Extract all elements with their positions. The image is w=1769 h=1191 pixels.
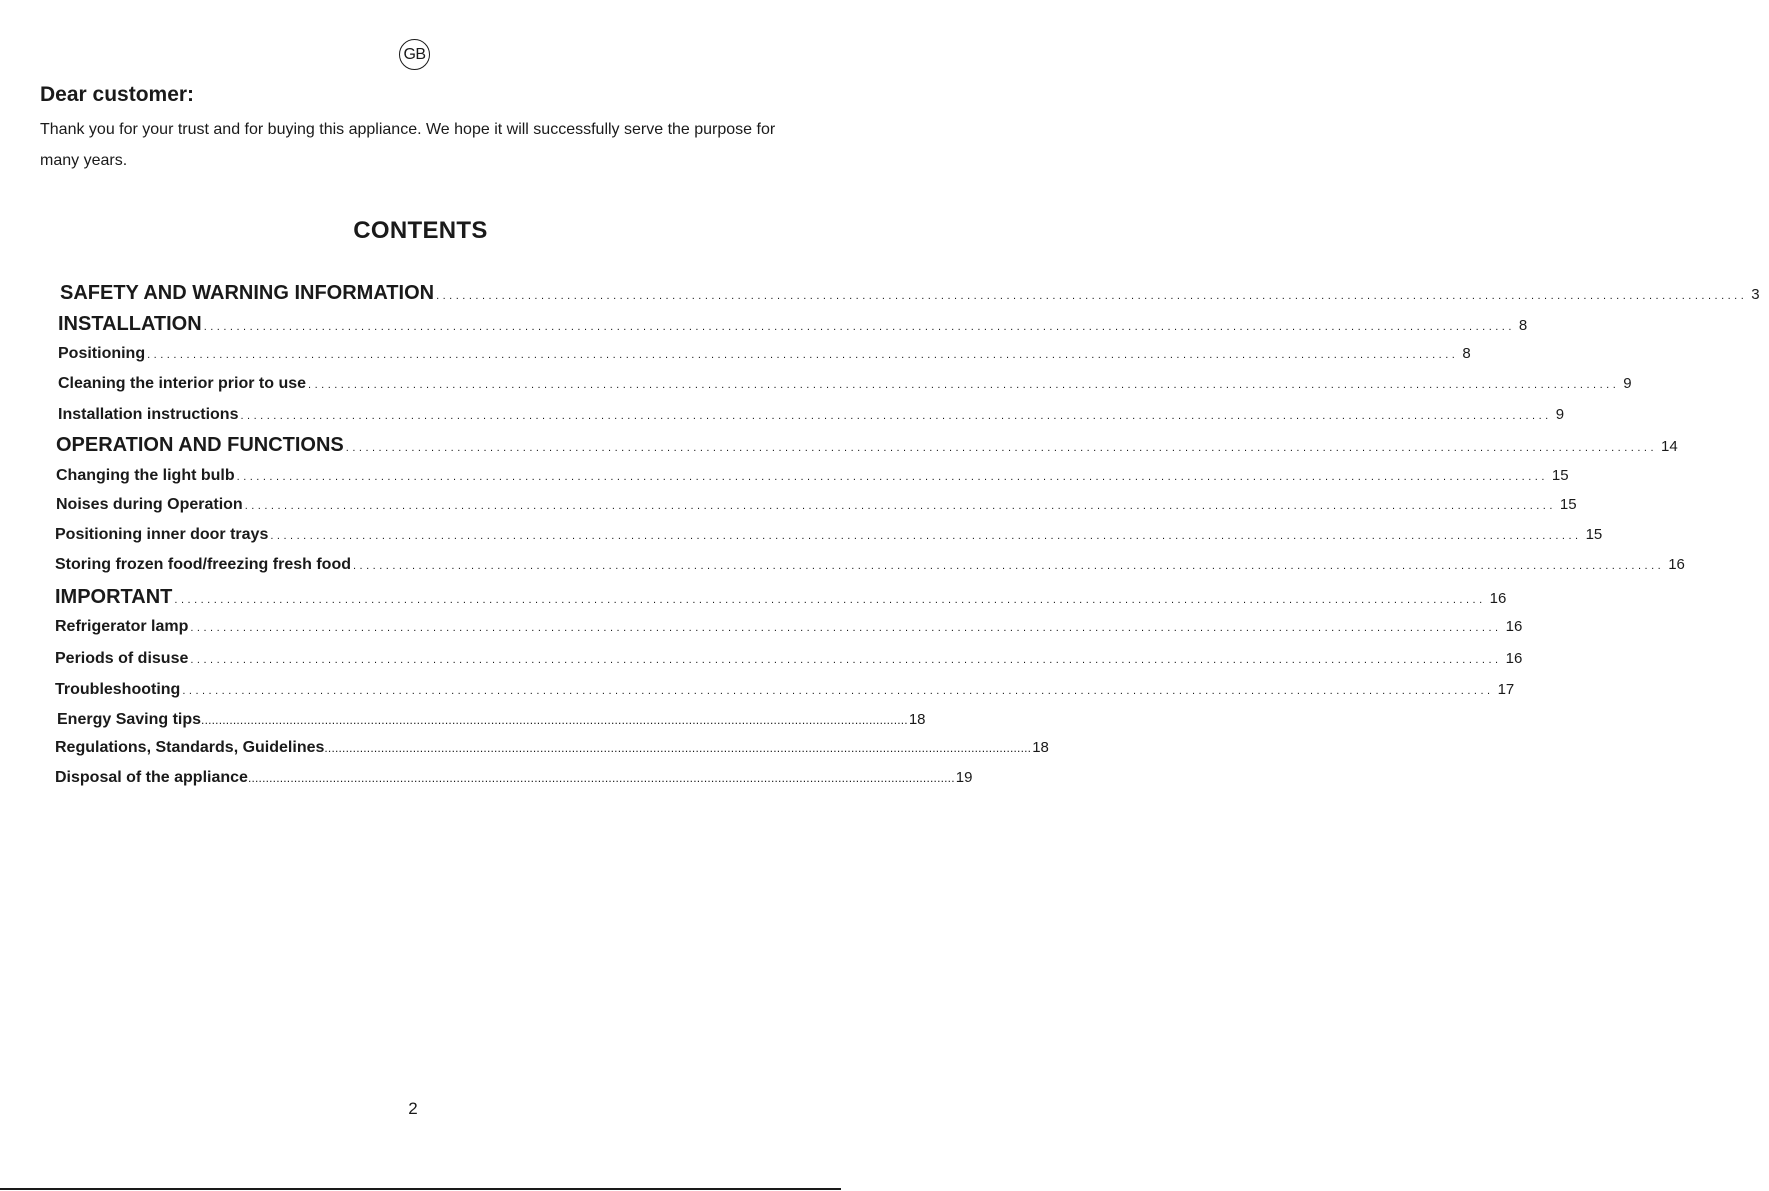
toc-dot-leader: ........................................................................................................................................................................................................	[236, 471, 1548, 483]
toc-entry-label: Refrigerator lamp	[55, 618, 189, 635]
toc-dot-leader: ........................................................................................................................................................................................................	[147, 349, 1459, 361]
toc-entry-page: 14	[1661, 438, 1678, 455]
toc-entry	[55, 769, 973, 787]
toc-entry-page: 9	[1555, 406, 1565, 423]
toc-entry-label: Installation instructions	[58, 406, 239, 423]
toc-entry-label: Disposal of the appliance	[55, 769, 248, 786]
toc-entry-page: 16	[1668, 556, 1685, 573]
toc-dot-leader: ........................................................................................................................................................................................................	[190, 622, 1502, 634]
toc-entry-page: 18	[908, 711, 926, 728]
toc-dot-leader: ........................................................................................................................................................................................................	[308, 379, 1620, 391]
toc-dot-leader: ........................................................................................................................................................................................................	[270, 530, 1582, 542]
toc-entry	[55, 618, 1523, 636]
toc-entry	[55, 681, 1515, 699]
toc-entry-page: 8	[1518, 317, 1528, 334]
toc-entry-page: 9	[1623, 375, 1632, 392]
toc-entry	[60, 282, 1760, 305]
toc-dot-leader: ........................................................................................................................................................................................................	[244, 500, 1556, 512]
toc-entry	[55, 586, 1507, 609]
toc-entry-page: 16	[1489, 590, 1507, 607]
toc-entry-page: 18	[1032, 739, 1049, 756]
toc-entry-label: Periods of disuse	[55, 650, 189, 667]
toc-dot-leader: ........................................................................................................................................................................................................	[190, 654, 1502, 666]
toc-entry-label: Positioning inner door trays	[55, 526, 269, 543]
toc-entry-label: Positioning	[58, 345, 146, 362]
toc-entry-label: Noises during Operation	[56, 496, 243, 513]
toc-dot-leader: ........................................................................................................................................................................................................	[203, 321, 1515, 333]
toc-entry-page: 16	[1505, 618, 1523, 635]
intro-paragraph: Thank you for your trust and for buying this appliance. We hope it will successfully serve the purpose for many years.	[40, 121, 776, 169]
contents-title: CONTENTS	[353, 217, 488, 244]
toc-entry-page: 17	[1497, 681, 1515, 698]
toc-dot-leader: ........................................................................................................................................................................................................	[345, 442, 1658, 454]
toc-dot-leader: ........................................................................................................................................................................................................	[174, 594, 1486, 606]
toc-entry	[58, 375, 1632, 393]
toc-entry	[56, 467, 1569, 485]
toc-dot-leader: ........................................................................................................................................................................................................	[240, 410, 1552, 422]
toc-entry	[55, 650, 1523, 668]
toc-entry	[58, 406, 1565, 424]
toc-entry	[55, 556, 1685, 574]
toc-entry	[55, 739, 1049, 757]
toc-dot-leader: ........................................................................................................................................................................................................	[201, 713, 908, 727]
toc-dot-leader: ........................................................................................................................................................................................................	[436, 290, 1748, 302]
toc-dot-leader: ........................................................................................................................................................................................................	[324, 741, 1032, 755]
toc-entry-label: INSTALLATION	[58, 313, 202, 335]
toc-entry-label: OPERATION AND FUNCTIONS	[56, 434, 344, 456]
bottom-rule	[0, 1188, 841, 1190]
toc-entry-page: 15	[1585, 526, 1603, 543]
toc-entry-label: IMPORTANT	[55, 586, 173, 608]
language-badge: GB	[399, 39, 430, 70]
toc-dot-leader: ........................................................................................................................................................................................................	[247, 771, 955, 785]
toc-entry-label: Energy Saving tips	[57, 711, 202, 728]
toc-entry-page: 15	[1559, 496, 1577, 513]
page-number: 2	[408, 1099, 418, 1118]
toc-entry-page: 19	[955, 769, 973, 786]
toc-entry-label: SAFETY AND WARNING INFORMATION	[60, 282, 435, 304]
toc-entry	[58, 345, 1471, 363]
toc-dot-leader: ........................................................................................................................................................................................................	[182, 685, 1494, 697]
toc-entry-label: Storing frozen food/freezing fresh food	[55, 556, 351, 573]
toc-entry-label: Cleaning the interior prior to use	[58, 375, 307, 392]
toc-entry	[55, 526, 1603, 544]
toc-entry	[58, 313, 1528, 336]
greeting-heading: Dear customer:	[40, 83, 195, 106]
toc-entry-page: 16	[1505, 650, 1523, 667]
toc-entry-page: 15	[1551, 467, 1569, 484]
toc-entry-label: Changing the light bulb	[56, 467, 235, 484]
toc-entry-label: Troubleshooting	[55, 681, 181, 698]
toc-dot-leader: ........................................................................................................................................................................................................	[352, 560, 1665, 572]
toc-entry	[56, 496, 1577, 514]
toc-entry	[56, 434, 1678, 457]
toc-entry-page: 8	[1462, 345, 1471, 362]
toc-entry	[57, 711, 926, 729]
toc-entry-page: 3	[1751, 286, 1760, 303]
toc-entry-label: Regulations, Standards, Guidelines	[55, 739, 325, 756]
